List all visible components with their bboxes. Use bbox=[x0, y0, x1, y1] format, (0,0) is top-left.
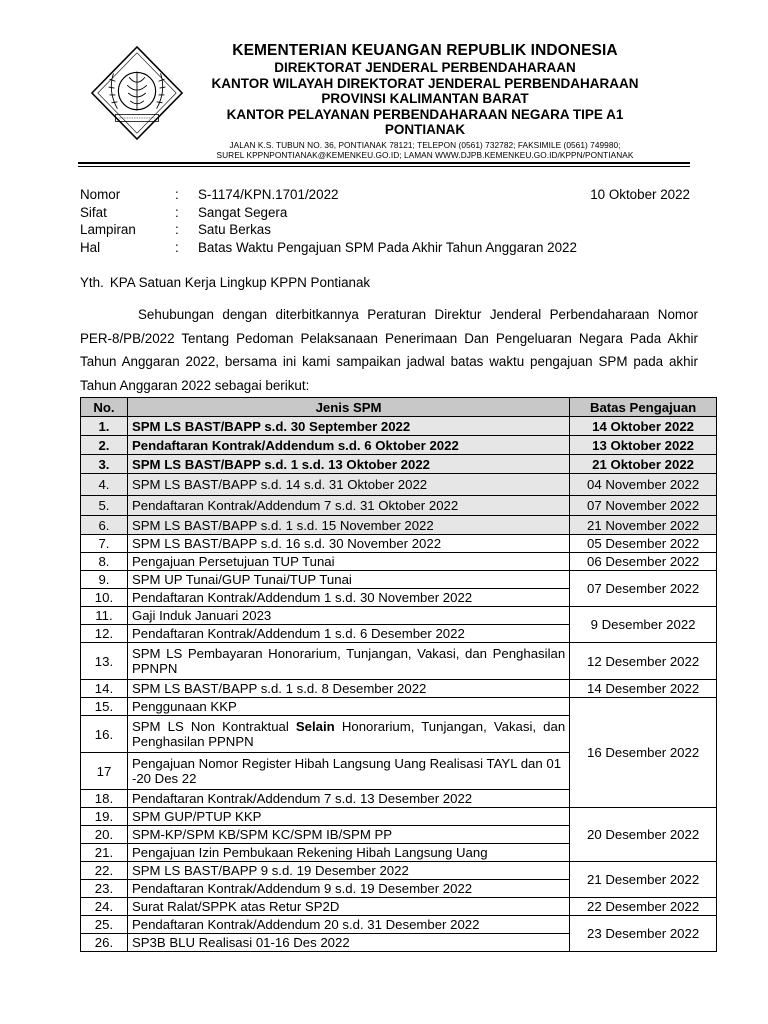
nomor-label: Nomor bbox=[80, 187, 121, 202]
hal-row bbox=[80, 239, 692, 257]
row-batas: 05 Desember 2022 bbox=[570, 535, 717, 553]
table-row bbox=[81, 698, 717, 716]
row-batas: 07 November 2022 bbox=[570, 496, 717, 516]
row-no: 26. bbox=[81, 934, 128, 952]
sifat-row bbox=[80, 204, 692, 222]
row-jenis: SPM LS BAST/BAPP s.d. 14 s.d. 31 Oktober 2022 bbox=[127, 474, 569, 496]
row-batas: 20 Desember 2022 bbox=[570, 808, 717, 862]
row-jenis: SP3B BLU Realisasi 01-16 Des 2022 bbox=[127, 934, 569, 952]
table-row bbox=[81, 607, 717, 625]
table-row bbox=[81, 474, 717, 496]
row-no: 17 bbox=[81, 753, 128, 790]
row-batas: 16 Desember 2022 bbox=[570, 698, 717, 808]
table-row bbox=[81, 808, 717, 826]
row-jenis: Surat Ralat/SPPK atas Retur SP2D bbox=[127, 898, 569, 916]
hal-label: Hal bbox=[80, 239, 101, 255]
row-batas: 14 Oktober 2022 bbox=[570, 417, 717, 436]
row-no: 8. bbox=[81, 553, 128, 571]
row-batas: 21 Desember 2022 bbox=[570, 862, 717, 898]
row-no: 3. bbox=[81, 455, 128, 474]
colon: : bbox=[175, 239, 179, 255]
row-jenis: Pengajuan Izin Pembukaan Rekening Hibah Langsung Uang bbox=[127, 844, 569, 862]
letterhead-text bbox=[190, 42, 660, 160]
table-row bbox=[81, 535, 717, 553]
row-jenis: Pendaftaran Kontrak/Addendum 9 s.d. 19 Desember 2022 bbox=[127, 880, 569, 898]
row-jenis: Pendaftaran Kontrak/Addendum 1 s.d. 30 November 2022 bbox=[127, 589, 569, 607]
table-row bbox=[81, 553, 717, 571]
yth-label: Yth. bbox=[80, 275, 104, 290]
office-name: KANTOR PELAYANAN PERBENDAHARAAN NEGARA TIPE A1 bbox=[226, 106, 624, 122]
lampiran-row bbox=[80, 221, 692, 239]
row-jenis: SPM LS BAST/BAPP s.d. 1 s.d. 15 November 2022 bbox=[127, 516, 569, 535]
row-no: 12. bbox=[81, 625, 128, 643]
lampiran-value: Satu Berkas bbox=[198, 222, 271, 237]
row-no: 2. bbox=[81, 436, 128, 455]
row-jenis: Pengajuan Persetujuan TUP Tunai bbox=[127, 553, 569, 571]
table-row bbox=[81, 436, 717, 455]
row-jenis: Pendaftaran Kontrak/Addendum s.d. 6 Oktober 2022 bbox=[127, 436, 569, 455]
row-no: 14. bbox=[81, 680, 128, 698]
city-name: PONTIANAK bbox=[384, 122, 466, 137]
table-row bbox=[81, 417, 717, 436]
header-batas: Batas Pengajuan bbox=[570, 398, 717, 417]
row-no: 1. bbox=[81, 417, 128, 436]
row-no: 18. bbox=[81, 790, 128, 808]
body-paragraph: Sehubungan dengan diterbitkannya Peraturan Direktur Jenderal Perbendaharaan Nomor PER-8/PB/2022 Tentang Pedoman Pelaksanaan Penerimaan Dan Pengeluaran Negara Pada Akhir Tahun Anggaran 2022, bersama ini kami sampaikan jadwal batas waktu pengajuan SPM pada akhir Tahun Anggaran 2022 sebagai berikut: bbox=[80, 307, 698, 393]
row-jenis: Gaji Induk Januari 2023 bbox=[127, 607, 569, 625]
addressee bbox=[80, 275, 370, 290]
letterhead bbox=[0, 38, 768, 158]
row-no: 13. bbox=[81, 643, 128, 680]
colon: : bbox=[175, 187, 179, 202]
row-jenis: Pendaftaran Kontrak/Addendum 7 s.d. 31 Oktober 2022 bbox=[127, 496, 569, 516]
row-jenis: Pengajuan Nomor Register Hibah Langsung Uang Realisasi TAYL dan 01 -20 Des 22 bbox=[127, 753, 569, 790]
jenis-part: Honorarium, Tunjangan, Vakasi, dan Penghasilan PPNPN bbox=[131, 719, 566, 749]
row-no: 15. bbox=[81, 698, 128, 716]
office-contact: SUREL KPPNPONTIANAK@KEMENKEU.GO.ID; LAMAN WWW.DJPB.KEMENKEU.GO.ID/KPPN/PONTIANAK bbox=[216, 149, 634, 160]
row-jenis: Pendaftaran Kontrak/Addendum 20 s.d. 31 Desember 2022 bbox=[127, 916, 569, 934]
header-no: No. bbox=[81, 398, 128, 417]
table-header-row bbox=[81, 398, 717, 417]
office-address: JALAN K.S. TUBUN NO. 36, PONTIANAK 78121; TELEPON (0561) 732782; FAKSIMILE (0561) 749980; bbox=[229, 139, 621, 150]
row-batas: 06 Desember 2022 bbox=[570, 553, 717, 571]
row-jenis: SPM LS Pembayaran Honorarium, Tunjangan, Vakasi, dan Penghasilan PPNPN bbox=[127, 643, 569, 680]
row-no: 24. bbox=[81, 898, 128, 916]
row-batas: 13 Oktober 2022 bbox=[570, 436, 717, 455]
row-jenis: SPM LS BAST/BAPP s.d. 16 s.d. 30 November 2022 bbox=[127, 535, 569, 553]
kemenkeu-seal-icon bbox=[88, 44, 186, 142]
row-jenis: SPM LS BAST/BAPP s.d. 1 s.d. 8 Desember 2022 bbox=[127, 680, 569, 698]
row-no: 7. bbox=[81, 535, 128, 553]
sifat-value: Sangat Segera bbox=[198, 204, 288, 220]
header-rule-thin bbox=[78, 166, 690, 167]
row-batas: 04 November 2022 bbox=[570, 474, 717, 496]
letter-details bbox=[80, 186, 692, 256]
nomor-value: S-1174/KPN.1701/2022 bbox=[198, 187, 339, 202]
row-jenis: Penggunaan KKP bbox=[127, 698, 569, 716]
row-batas: 22 Desember 2022 bbox=[570, 898, 717, 916]
row-batas: 12 Desember 2022 bbox=[570, 643, 717, 680]
row-no: 9. bbox=[81, 571, 128, 589]
row-batas: 21 Oktober 2022 bbox=[570, 455, 717, 474]
hal-value: Batas Waktu Pengajuan SPM Pada Akhir Tahun Anggaran 2022 bbox=[198, 239, 577, 255]
table-row bbox=[81, 898, 717, 916]
row-no: 4. bbox=[81, 474, 128, 496]
row-batas: 07 Desember 2022 bbox=[570, 571, 717, 607]
row-no: 5. bbox=[81, 496, 128, 516]
table-row bbox=[81, 455, 717, 474]
row-no: 11. bbox=[81, 607, 128, 625]
row-jenis: SPM GUP/PTUP KKP bbox=[127, 808, 569, 826]
table-row bbox=[81, 916, 717, 934]
table-row bbox=[81, 571, 717, 589]
lampiran-label: Lampiran bbox=[80, 222, 136, 237]
row-jenis bbox=[127, 716, 569, 753]
row-jenis: SPM-KP/SPM KB/SPM KC/SPM IB/SPM PP bbox=[127, 826, 569, 844]
row-no: 22. bbox=[81, 862, 128, 880]
row-no: 21. bbox=[81, 844, 128, 862]
sifat-label: Sifat bbox=[80, 204, 107, 220]
row-no: 25. bbox=[81, 916, 128, 934]
table-row bbox=[81, 516, 717, 535]
colon: : bbox=[175, 222, 179, 237]
header-rule-thick bbox=[78, 162, 690, 164]
row-no: 10. bbox=[81, 589, 128, 607]
row-batas: 23 Desember 2022 bbox=[570, 916, 717, 952]
yth-value: KPA Satuan Kerja Lingkup KPPN Pontianak bbox=[109, 275, 371, 290]
row-jenis: SPM LS BAST/BAPP 9 s.d. 19 Desember 2022 bbox=[127, 862, 569, 880]
regional-office-name: KANTOR WILAYAH DIREKTORAT JENDERAL PERBENDAHARAAN bbox=[211, 75, 639, 91]
directorate-name: DIREKTORAT JENDERAL PERBENDAHARAAN bbox=[274, 60, 576, 75]
jenis-emphasis: Selain bbox=[295, 719, 335, 734]
row-jenis: SPM UP Tunai/GUP Tunai/TUP Tunai bbox=[127, 571, 569, 589]
row-batas: 14 Desember 2022 bbox=[570, 680, 717, 698]
header-jenis: Jenis SPM bbox=[127, 398, 569, 417]
spm-deadline-table bbox=[80, 397, 717, 952]
row-jenis: SPM LS BAST/BAPP s.d. 30 September 2022 bbox=[127, 417, 569, 436]
table-row bbox=[81, 496, 717, 516]
row-jenis: Pendaftaran Kontrak/Addendum 1 s.d. 6 Desember 2022 bbox=[127, 625, 569, 643]
row-jenis: Pendaftaran Kontrak/Addendum 7 s.d. 13 Desember 2022 bbox=[127, 790, 569, 808]
table-row bbox=[81, 862, 717, 880]
table-row bbox=[81, 680, 717, 698]
row-jenis: SPM LS BAST/BAPP s.d. 1 s.d. 13 Oktober 2022 bbox=[127, 455, 569, 474]
province-name: PROVINSI KALIMANTAN BARAT bbox=[321, 91, 529, 106]
letter-date: 10 Oktober 2022 bbox=[590, 187, 690, 202]
row-no: 16. bbox=[81, 716, 128, 753]
row-no: 20. bbox=[81, 826, 128, 844]
jenis-part: SPM LS Non Kontraktual bbox=[131, 719, 296, 734]
ministry-name: KEMENTERIAN KEUANGAN REPUBLIK INDONESIA bbox=[232, 42, 618, 59]
row-no: 23. bbox=[81, 880, 128, 898]
row-batas: 9 Desember 2022 bbox=[570, 607, 717, 643]
colon: : bbox=[175, 204, 179, 220]
table-row bbox=[81, 643, 717, 680]
row-no: 19. bbox=[81, 808, 128, 826]
row-batas: 21 November 2022 bbox=[570, 516, 717, 535]
row-no: 6. bbox=[81, 516, 128, 535]
